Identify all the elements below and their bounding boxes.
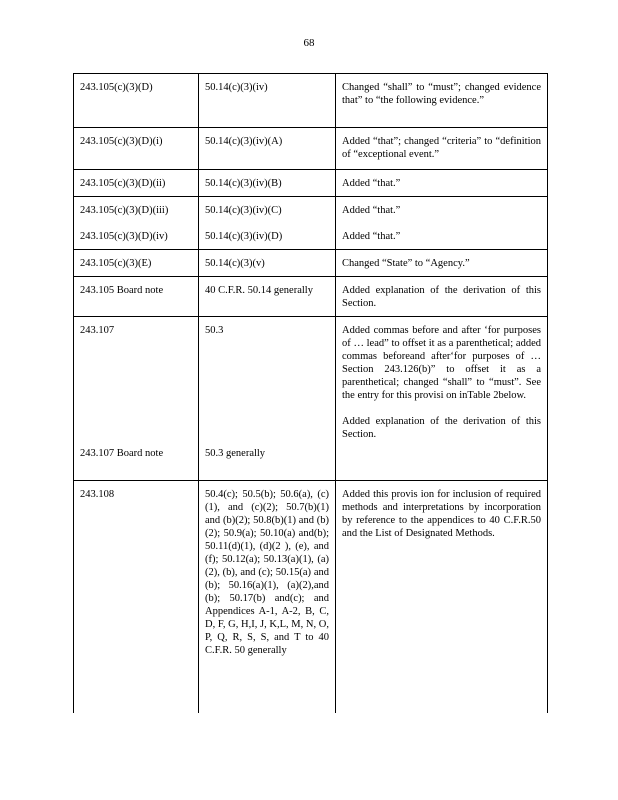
table-cell: 243.105(c)(3)(D) [74,74,199,128]
table-row [74,317,548,481]
table-cell: Added “that.” Added “that.” [336,197,548,250]
page-number: 68 [303,37,315,49]
table-cell: Added explanation of the derivation of this Section. [336,277,548,317]
correlation-table [73,73,548,713]
table-cell: 243.107 243.107 Board note [74,317,199,481]
table-cell: 50.4(c); 50.5(b); 50.6(a), (c)(1), and (c)(2); 50.7(b)(1) and (b)(2); 50.8(b)(1) and (b)(2); 50.9(a); 50.10(a) and(b); 50.11(d)(1), (d)(2 ), (e), and (f); 50.12(a); 50.13(a)(1), (a)(2), (b), and (c); 50.15(a) and (b); 50.16(a)(1), (a)(2),and (b); 50.17(b) and(c); and Appendices A-1, A-2, B, C, D, F, G, H,I, J, K,L, M, N, O, P, Q, R, S, S, and T to 40 C.F.R. 50 generally [199,481,336,713]
table-row [74,197,548,250]
table-cell: Changed “State” to “Agency.” [336,250,548,277]
table-cell: 50.14(c)(3)(iv)(A) [199,128,336,170]
table-cell: 50.14(c)(3)(iv)(C) 50.14(c)(3)(iv)(D) [199,197,336,250]
table-cell: 50.14(c)(3)(iv) [199,74,336,128]
table-cell: 50.14(c)(3)(iv)(B) [199,170,336,197]
table-cell: 243.105(c)(3)(D)(i) [74,128,199,170]
table-cell: 243.105(c)(3)(D)(iii) 243.105(c)(3)(D)(iv) [74,197,199,250]
table-row [74,277,548,317]
table-row [74,481,548,713]
table-cell: Added this provis ion for inclusion of required methods and interpretations by incorporation by reference to the appendices to 40 C.F.R.50 and the List of Designated Methods. [336,481,548,713]
table-row [74,74,548,128]
table-cell: Added commas before and after ‘for purposes of … lead” to offset it as a parenthetical; added commas beforeand after‘for purposes of … Section 243.126(b)” to offset it as a parenthetical; changed “shall” to “must”. See the entry for this provisi on inTable 2below. Added explanation of the derivation of this Section. [336,317,548,481]
table-cell: 50.14(c)(3)(v) [199,250,336,277]
table-cell: Changed “shall” to “must”; changed evidence that” to “the following evidence.” [336,74,548,128]
table-cell: 243.108 [74,481,199,713]
table-cell: 243.105 Board note [74,277,199,317]
table-row [74,250,548,277]
table-cell: Added “that.” [336,170,548,197]
table-row [74,128,548,170]
table-row [74,170,548,197]
table-cell: Added “that”; changed “criteria” to “definition of “exceptional event.” [336,128,548,170]
table-cell: 243.105(c)(3)(D)(ii) [74,170,199,197]
table-cell: 243.105(c)(3)(E) [74,250,199,277]
table-cell: 50.3 50.3 generally [199,317,336,481]
table-cell: 40 C.F.R. 50.14 generally [199,277,336,317]
